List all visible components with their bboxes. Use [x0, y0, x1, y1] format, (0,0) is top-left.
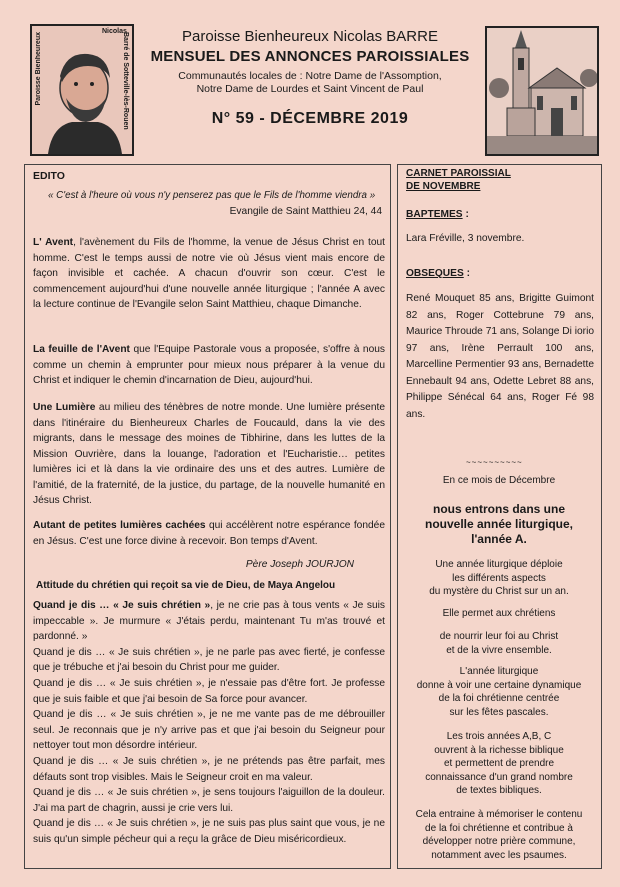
attitude-stanza-text: , je ne crie pas à tous vents « Je suis impeccable ». Je murmure « J'étais perdu, maintenant Tu m'as trouvé et pardonné. »: [33, 600, 385, 643]
attitude-stanza: [33, 645, 385, 676]
baptemes-colon: :: [462, 209, 469, 220]
stanza-5-line-4: connaissance d'un grand nombre: [425, 771, 573, 783]
edito-paragraph-2: [33, 342, 385, 389]
newsletter-title: MENSUEL DES ANNONCES PAROISSIALES: [150, 48, 470, 65]
attitude-poem: [33, 598, 385, 848]
stanza-3-line-2: et de la vivre ensemble.: [446, 644, 552, 656]
edito-p4-text: qui accélèrent notre espérance fondée en Jésus. C'est une force divine à recevoir. Bon temps d'Avent.: [33, 520, 385, 547]
stanza-6-line-2: de la foi chrétienne et contribue à: [425, 822, 573, 834]
edito-p3-text: au milieu des ténèbres de notre monde. Une lumière présente dans l'itinéraire du Bienheureux Charles de Foucauld, dans la vie des migrants, dans le message des moines de Tibhirine, dans les luttes de la Mission Ouvrière, dans la louange, l'adoration et l'Eucharistie… petites lumières ici et là dans la vie ordinaire des uns et des autres. Lumière de l'amitié, de la fraternité, de la justice, du partage, de la nouvelle humanité en Jésus Christ.: [33, 402, 385, 506]
carnet-stanza-6: [400, 808, 598, 862]
carnet-stanza-2: [400, 607, 598, 621]
attitude-stanza: [33, 785, 385, 816]
annee-liturgique-announcement: [400, 502, 598, 547]
stanza-4-line-1: L'année liturgique: [459, 666, 539, 677]
attitude-stanza: [33, 598, 385, 645]
attitude-stanza-text: Quand je dis … « Je suis chrétien », je sens toujours l'aiguillon de la douleur. J'ai ma part de chagrin, aussi je crie vers lui.: [33, 787, 385, 814]
attitude-stanza-text: Quand je dis … « Je suis chrétien », je ne parle pas avec fierté, je confesse que je trébuche et j'ai besoin du Christ pour me guider.: [33, 646, 385, 674]
portrait-image: [30, 24, 134, 156]
edito-quote-reference: Evangile de Saint Matthieu 24, 44: [229, 206, 382, 217]
attitude-stanza: [33, 816, 385, 847]
stanza-6-line-3: développer notre prière commune,: [422, 836, 576, 847]
edito-heading: EDITO: [33, 170, 65, 182]
carnet-stanza-3: [400, 630, 598, 657]
edito-p2-text: que l'Equipe Pastorale vous a proposée, s'offre à nous comme un chemin à emprunter pour mieux nous préparer à la venue du Christ et indiquer le chemin d'incarnation de Dieu, aujourd'hui.: [33, 344, 385, 386]
carnet-stanza-5: [400, 730, 598, 798]
attitude-stanza: [33, 676, 385, 707]
edito-signature: Père Joseph JOURJON: [245, 559, 354, 570]
stanza-6-line-4: notamment avec les psaumes.: [431, 849, 567, 861]
stanza-4-line-4: sur les fêtes pascales.: [449, 706, 549, 718]
announcement-line-2: nouvelle année liturgique,: [424, 517, 574, 531]
attitude-stanza-text: Quand je dis … « Je suis chrétien », je n'essaie pas d'être fort. Je professe que je suis faible et que j'ai besoin de Sa force pour avancer.: [33, 677, 385, 705]
edito-paragraph-4: [33, 518, 385, 549]
attitude-heading: Attitude du chrétien qui reçoit sa vie de Dieu, de Maya Angelou: [36, 580, 336, 591]
parish-name: Paroisse Bienheureux Nicolas BARRE: [182, 28, 438, 45]
stanza-3-line-1: de nourrir leur foi au Christ: [439, 631, 559, 642]
stanza-4-line-3: de la foi chrétienne centrée: [438, 693, 560, 704]
edito-paragraph-1: [33, 235, 385, 313]
announcement-line-1: nous entrons dans une: [432, 502, 565, 516]
communautes-line-1: Communautés locales de : Notre Dame de l'Assomption,: [178, 70, 442, 82]
portrait-drawing: [32, 26, 132, 154]
stanza-6-line-1: Cela entraine à mémoriser le contenu: [415, 809, 583, 820]
baptemes-list: Lara Fréville, 3 novembre.: [406, 233, 525, 244]
portrait-caption-top: Nicolas: [102, 28, 127, 35]
stanza-1-line-2: les différents aspects: [452, 572, 546, 584]
attitude-stanza: [33, 754, 385, 785]
edito-p4-lead: Autant de petites lumières cachées: [33, 520, 206, 531]
masthead: [140, 26, 480, 128]
edito-p1-text: , l'avènement du Fils de l'homme, la venue de Jésus Christ en tout homme. C'est le temps aussi de notre vie où Jésus vient mais encore de façon invisible et cachée. A chacun d'ouvrir son cœur. C'est le commencement aujourd'hui d'une nouvelle année liturgique ; l'année A avec la lecture continue de l'Evangile selon Saint Matthieu, chaque Dimanche.: [33, 237, 385, 310]
attitude-stanza-lead: Quand je dis … « Je suis chrétien »: [33, 600, 211, 611]
attitude-stanza: [33, 707, 385, 754]
stanza-5-line-5: de textes bibliques.: [456, 785, 542, 796]
edito-p3-lead: Une Lumière: [33, 402, 96, 413]
obseques-list: René Mouquet 85 ans, Brigitte Guimont 82 ans, Roger Cottebrune 79 ans, Maurice Throude 71 ans, Solange Di iorio 97 ans, Irène Perrault 100 ans, Marcelline Permentier 93 ans, Bernadette Ennebault 94 ans, Odette Lebret 88 ans, Philippe Sénécal 64 ans, Roger Fé 98 ans.: [406, 293, 595, 420]
stanza-4-line-2: donne à voir une certaine dynamique: [416, 679, 582, 691]
attitude-stanza-text: Quand je dis … « Je suis chrétien », je ne prétends pas être parfait, mes défauts sont trop visibles. Mais le Seigneur croit en ma valeur.: [33, 755, 385, 783]
stanza-5-line-3: et permettent de prendre: [443, 758, 555, 769]
carnet-stanza-1: [400, 558, 598, 599]
edito-quote: « C'est à l'heure où vous n'y penserez pas que le Fils de l'homme viendra »: [48, 190, 376, 201]
portrait-caption-left: Paroisse Bienheureux: [35, 32, 42, 106]
obseques-label-line: [406, 268, 470, 279]
section-divider: ~~~~~~~~~~: [466, 458, 523, 467]
portrait-caption-right: Barré de Sotteville-lès-Rouen: [122, 32, 129, 130]
church-drawing: [487, 28, 597, 154]
stanza-1-line-1: Une année liturgique déploie: [435, 559, 563, 570]
carnet-heading-1: CARNET PAROISSIAL: [406, 168, 511, 179]
stanza-5-line-2: ouvrent à la richesse biblique: [434, 744, 564, 756]
stanza-5-line-1: Les trois années A,B, C: [446, 731, 552, 742]
obseques-colon: :: [463, 268, 470, 279]
attitude-stanza-text: Quand je dis … « Je suis chrétien », je ne suis pas plus saint que vous, je ne suis qu'un simple pécheur qui a reçu la grâce de Dieu miséricordieux.: [33, 818, 385, 845]
announcement-line-3: l'année A.: [471, 532, 527, 546]
communautes-line-2: Notre Dame de Lourdes et Saint Vincent de Paul: [196, 83, 424, 95]
obseques-label: OBSEQUES: [406, 268, 464, 279]
issue-number: N° 59 - DÉCEMBRE 2019: [211, 110, 409, 127]
edito-paragraph-3: [33, 400, 385, 509]
stanza-2-line-1: Elle permet aux chrétiens: [442, 608, 556, 619]
edito-p1-lead: L' Avent: [33, 237, 74, 248]
church-image: [485, 26, 599, 156]
attitude-stanza-text: Quand je dis … « Je suis chrétien », je ne me vante pas de me débrouiller seul. Je reconnais que je n'y arrive pas et que j'ai besoin du Seigneur pour nettoyer tout mon désordre intérieur.: [33, 709, 385, 752]
carnet-heading-2: DE NOVEMBRE: [406, 181, 481, 192]
carnet-stanza-4: [400, 665, 598, 719]
baptemes-label-line: [406, 209, 469, 220]
baptemes-label: BAPTEMES: [406, 209, 463, 220]
edito-p2-lead: La feuille de l'Avent: [33, 344, 130, 355]
stanza-1-line-3: du mystère du Christ sur un an.: [429, 586, 569, 597]
mois-text: En ce mois de Décembre: [442, 475, 556, 486]
communautes-text: [140, 70, 480, 96]
